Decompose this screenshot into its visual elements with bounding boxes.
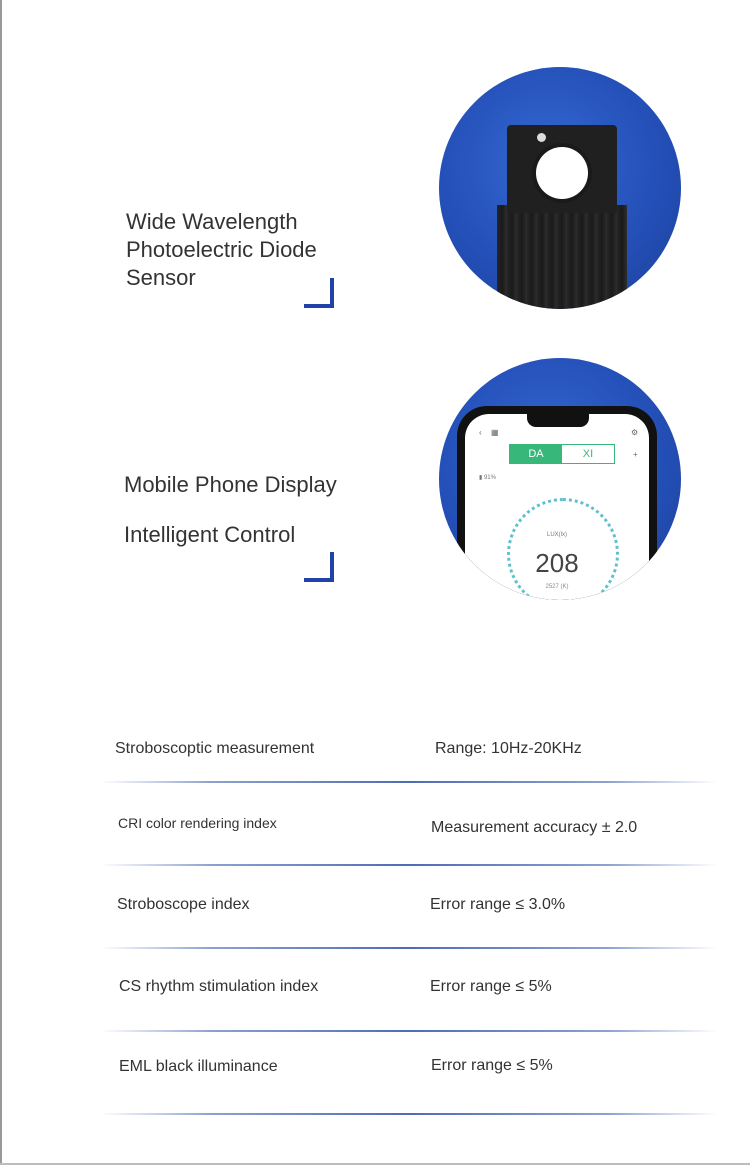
feature-line: Photoelectric Diode [126,237,317,262]
battery-level: ▮ 91% [479,475,496,481]
spec-value: Error range ≤ 3.0% [430,896,566,913]
spec-label: CRI color rendering index [118,815,277,831]
gauge-subvalue: 2527 (K) [545,584,569,590]
tab-da: DA [510,445,562,463]
feature-line: Mobile Phone Display [124,472,337,497]
spec-divider [100,864,718,866]
mode-tabs [509,444,615,464]
sensor-body [497,205,627,309]
photodiode-window-icon [536,147,588,199]
spec-label: EML black illuminance [119,1058,278,1075]
spec-divider [100,1113,718,1115]
corner-bracket-icon [304,552,334,582]
feature-line: Sensor [126,265,196,290]
spec-divider [100,947,718,949]
feature-line: Intelligent Control [124,522,296,547]
spec-divider [100,781,718,783]
menu-grid-icon: ▦ [491,428,499,437]
phone-image [439,358,681,600]
spec-divider [100,1030,718,1032]
gauge-unit: LUX(lx) [546,532,567,538]
feature-line: Wide Wavelength [126,209,298,234]
back-chevron-icon: ‹ [479,428,482,437]
spec-value: Range: 10Hz-20KHz [435,740,582,757]
feature-title-sensor [126,208,317,292]
phone-screen [465,414,649,600]
settings-gear-icon: ⚙ [631,428,639,437]
spec-value: Measurement accuracy ± 2.0 [431,819,638,836]
gauge-value: 208 [535,548,579,578]
spec-label: Stroboscoptic measurement [115,740,315,757]
corner-bracket-icon [304,278,334,308]
spec-label: Stroboscope index [117,896,250,913]
indicator-led-icon [537,133,546,142]
sensor-image [439,67,681,309]
spec-value: Error range ≤ 5% [431,1057,553,1074]
feature-title-phone [124,460,337,560]
spec-label: CS rhythm stimulation index [119,978,319,995]
spec-value: Error range ≤ 5% [430,978,552,995]
add-plus-icon: + [633,450,638,459]
left-border [0,0,2,1165]
tab-xi: XI [582,448,594,460]
battery-text: 91% [483,475,496,481]
phone-notch [527,414,589,427]
